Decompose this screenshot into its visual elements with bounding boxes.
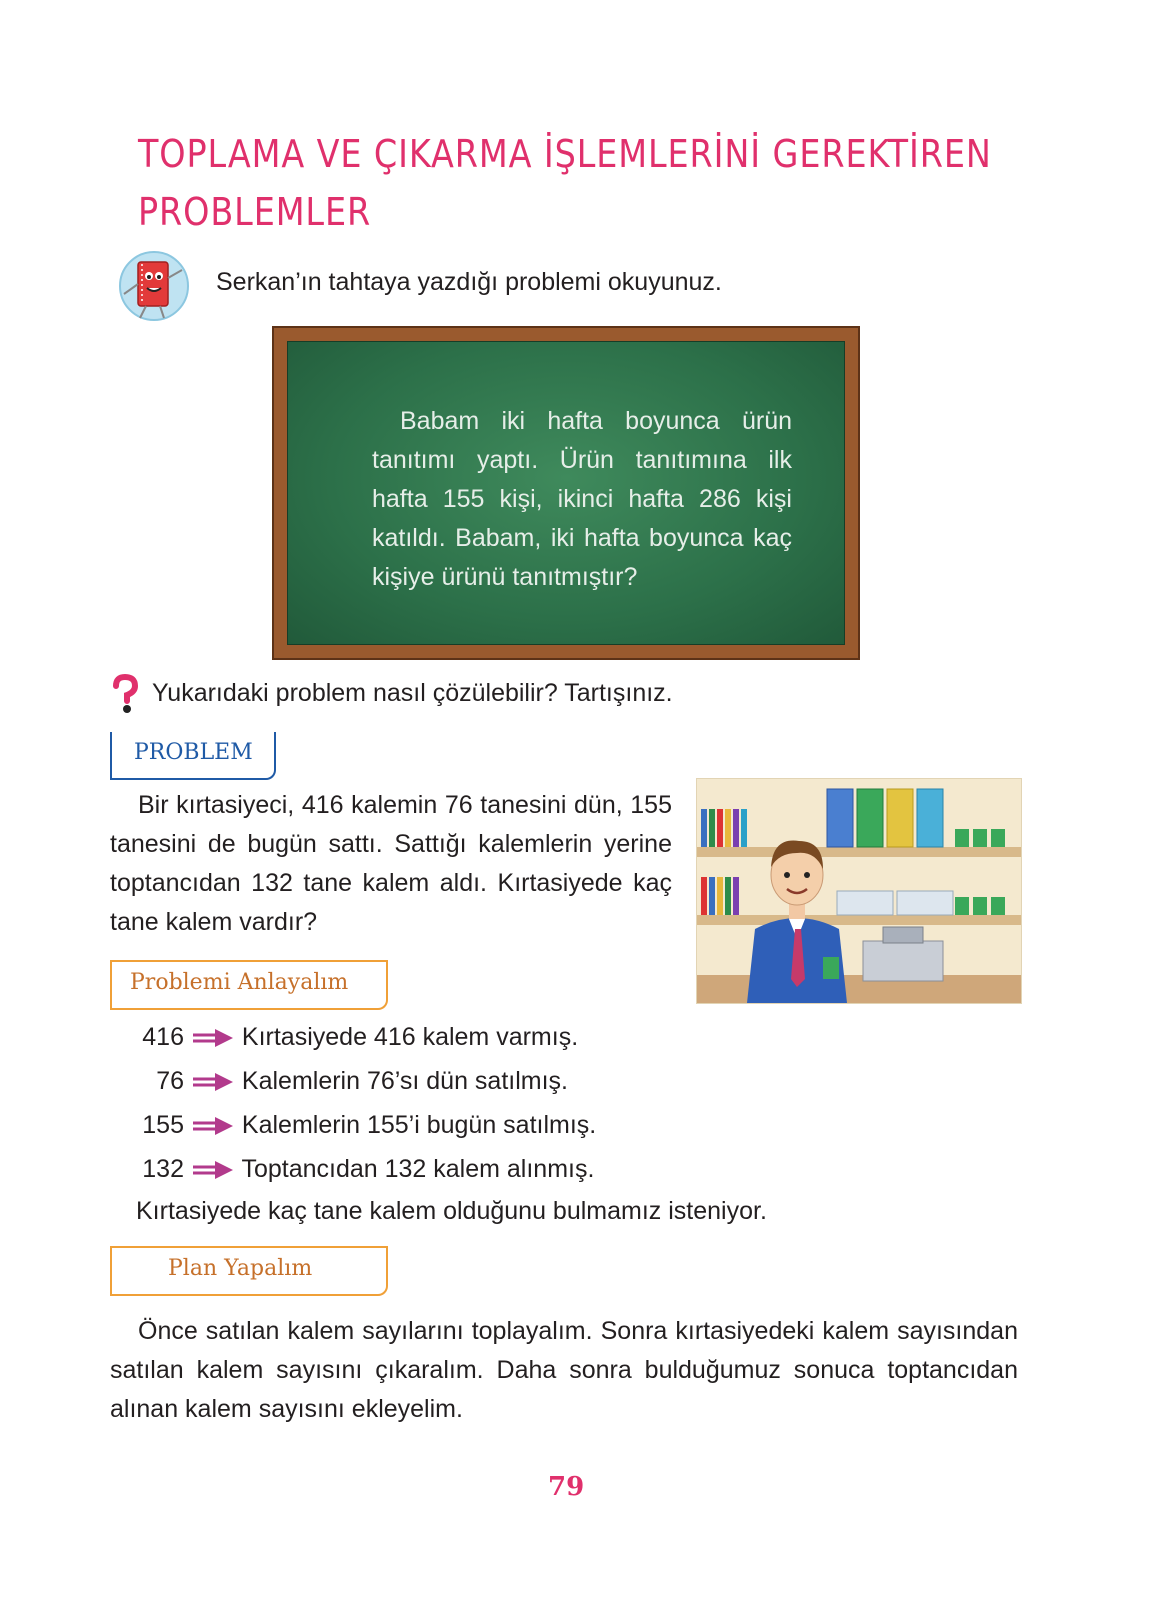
problem-text: Bir kırtasiyeci, 416 kalemin 76 tanesini dün, 155 tanesini de bugün sattı. Sattığı kalemlerin yerine toptancıdan 132 tane kalem aldı. Kırtasiyede kaç tane kalem vardır? <box>110 791 672 936</box>
intro-text: Serkan’ın tahtaya yazdığı problemi okuyunuz. <box>216 268 722 296</box>
notebook-mascot-icon <box>112 248 194 326</box>
right-arrow-icon <box>191 1071 235 1093</box>
understand-row-text: Kırtasiyede 416 kalem varmış. <box>241 1023 579 1051</box>
shopkeeper-illustration <box>696 778 1022 1004</box>
page-title-line1: TOPLAMA VE ÇIKARMA İŞLEMLERİNİ GEREKTİREN <box>138 132 992 176</box>
understand-row <box>136 1062 568 1100</box>
right-arrow-icon <box>191 1027 235 1049</box>
understand-row <box>136 1150 594 1188</box>
understand-goal: Kırtasiyede kaç tane kalem olduğunu bulmamız isteniyor. <box>136 1197 767 1225</box>
plan-tag <box>110 1246 388 1296</box>
understand-row-text: Kalemlerin 76’sı dün satılmış. <box>241 1067 568 1095</box>
problem-tag <box>110 732 276 780</box>
chalkboard <box>272 326 860 660</box>
question-text: Yukarıdaki problem nasıl çözülebilir? Tartışınız. <box>152 679 673 707</box>
understand-row <box>136 1018 578 1056</box>
page-title-line2: PROBLEMLER <box>138 190 372 234</box>
understand-row-text: Toptancıdan 132 kalem alınmış. <box>241 1155 595 1183</box>
problem-tag-label: PROBLEM <box>134 740 253 765</box>
understand-tag-label: Problemi Anlayalım <box>130 970 349 995</box>
understand-row-number: 416 <box>142 1023 184 1051</box>
understand-row <box>136 1106 596 1144</box>
understand-row-text: Kalemlerin 155’i bugün satılmış. <box>241 1111 597 1139</box>
plan-text: Önce satılan kalem sayılarını toplayalım. Sonra kırtasiyedeki kalem sayısından satılan kalem sayısını çıkaralım. Daha sonra bulduğumuz sonuca toptancıdan alınan kalem sayısını ekleyelim. <box>110 1317 1018 1423</box>
chalkboard-text: Babam iki hafta boyunca ürün tanıtımı yaptı. Ürün tanıtımına ilk hafta 155 kişi, ikinci hafta 286 kişi katıldı. Babam, iki hafta boyunca kaç kişiye ürünü tanıtmıştır? <box>372 407 792 591</box>
understand-row-number: 76 <box>156 1067 184 1095</box>
plan-tag-label: Plan Yapalım <box>168 1256 313 1281</box>
page-number: 79 <box>548 1472 585 1502</box>
understand-tag <box>110 960 388 1010</box>
right-arrow-icon <box>191 1115 235 1137</box>
understand-row-number: 155 <box>142 1111 184 1139</box>
right-arrow-icon <box>191 1159 235 1181</box>
understand-row-number: 132 <box>142 1155 184 1183</box>
question-mark-icon <box>110 674 140 714</box>
